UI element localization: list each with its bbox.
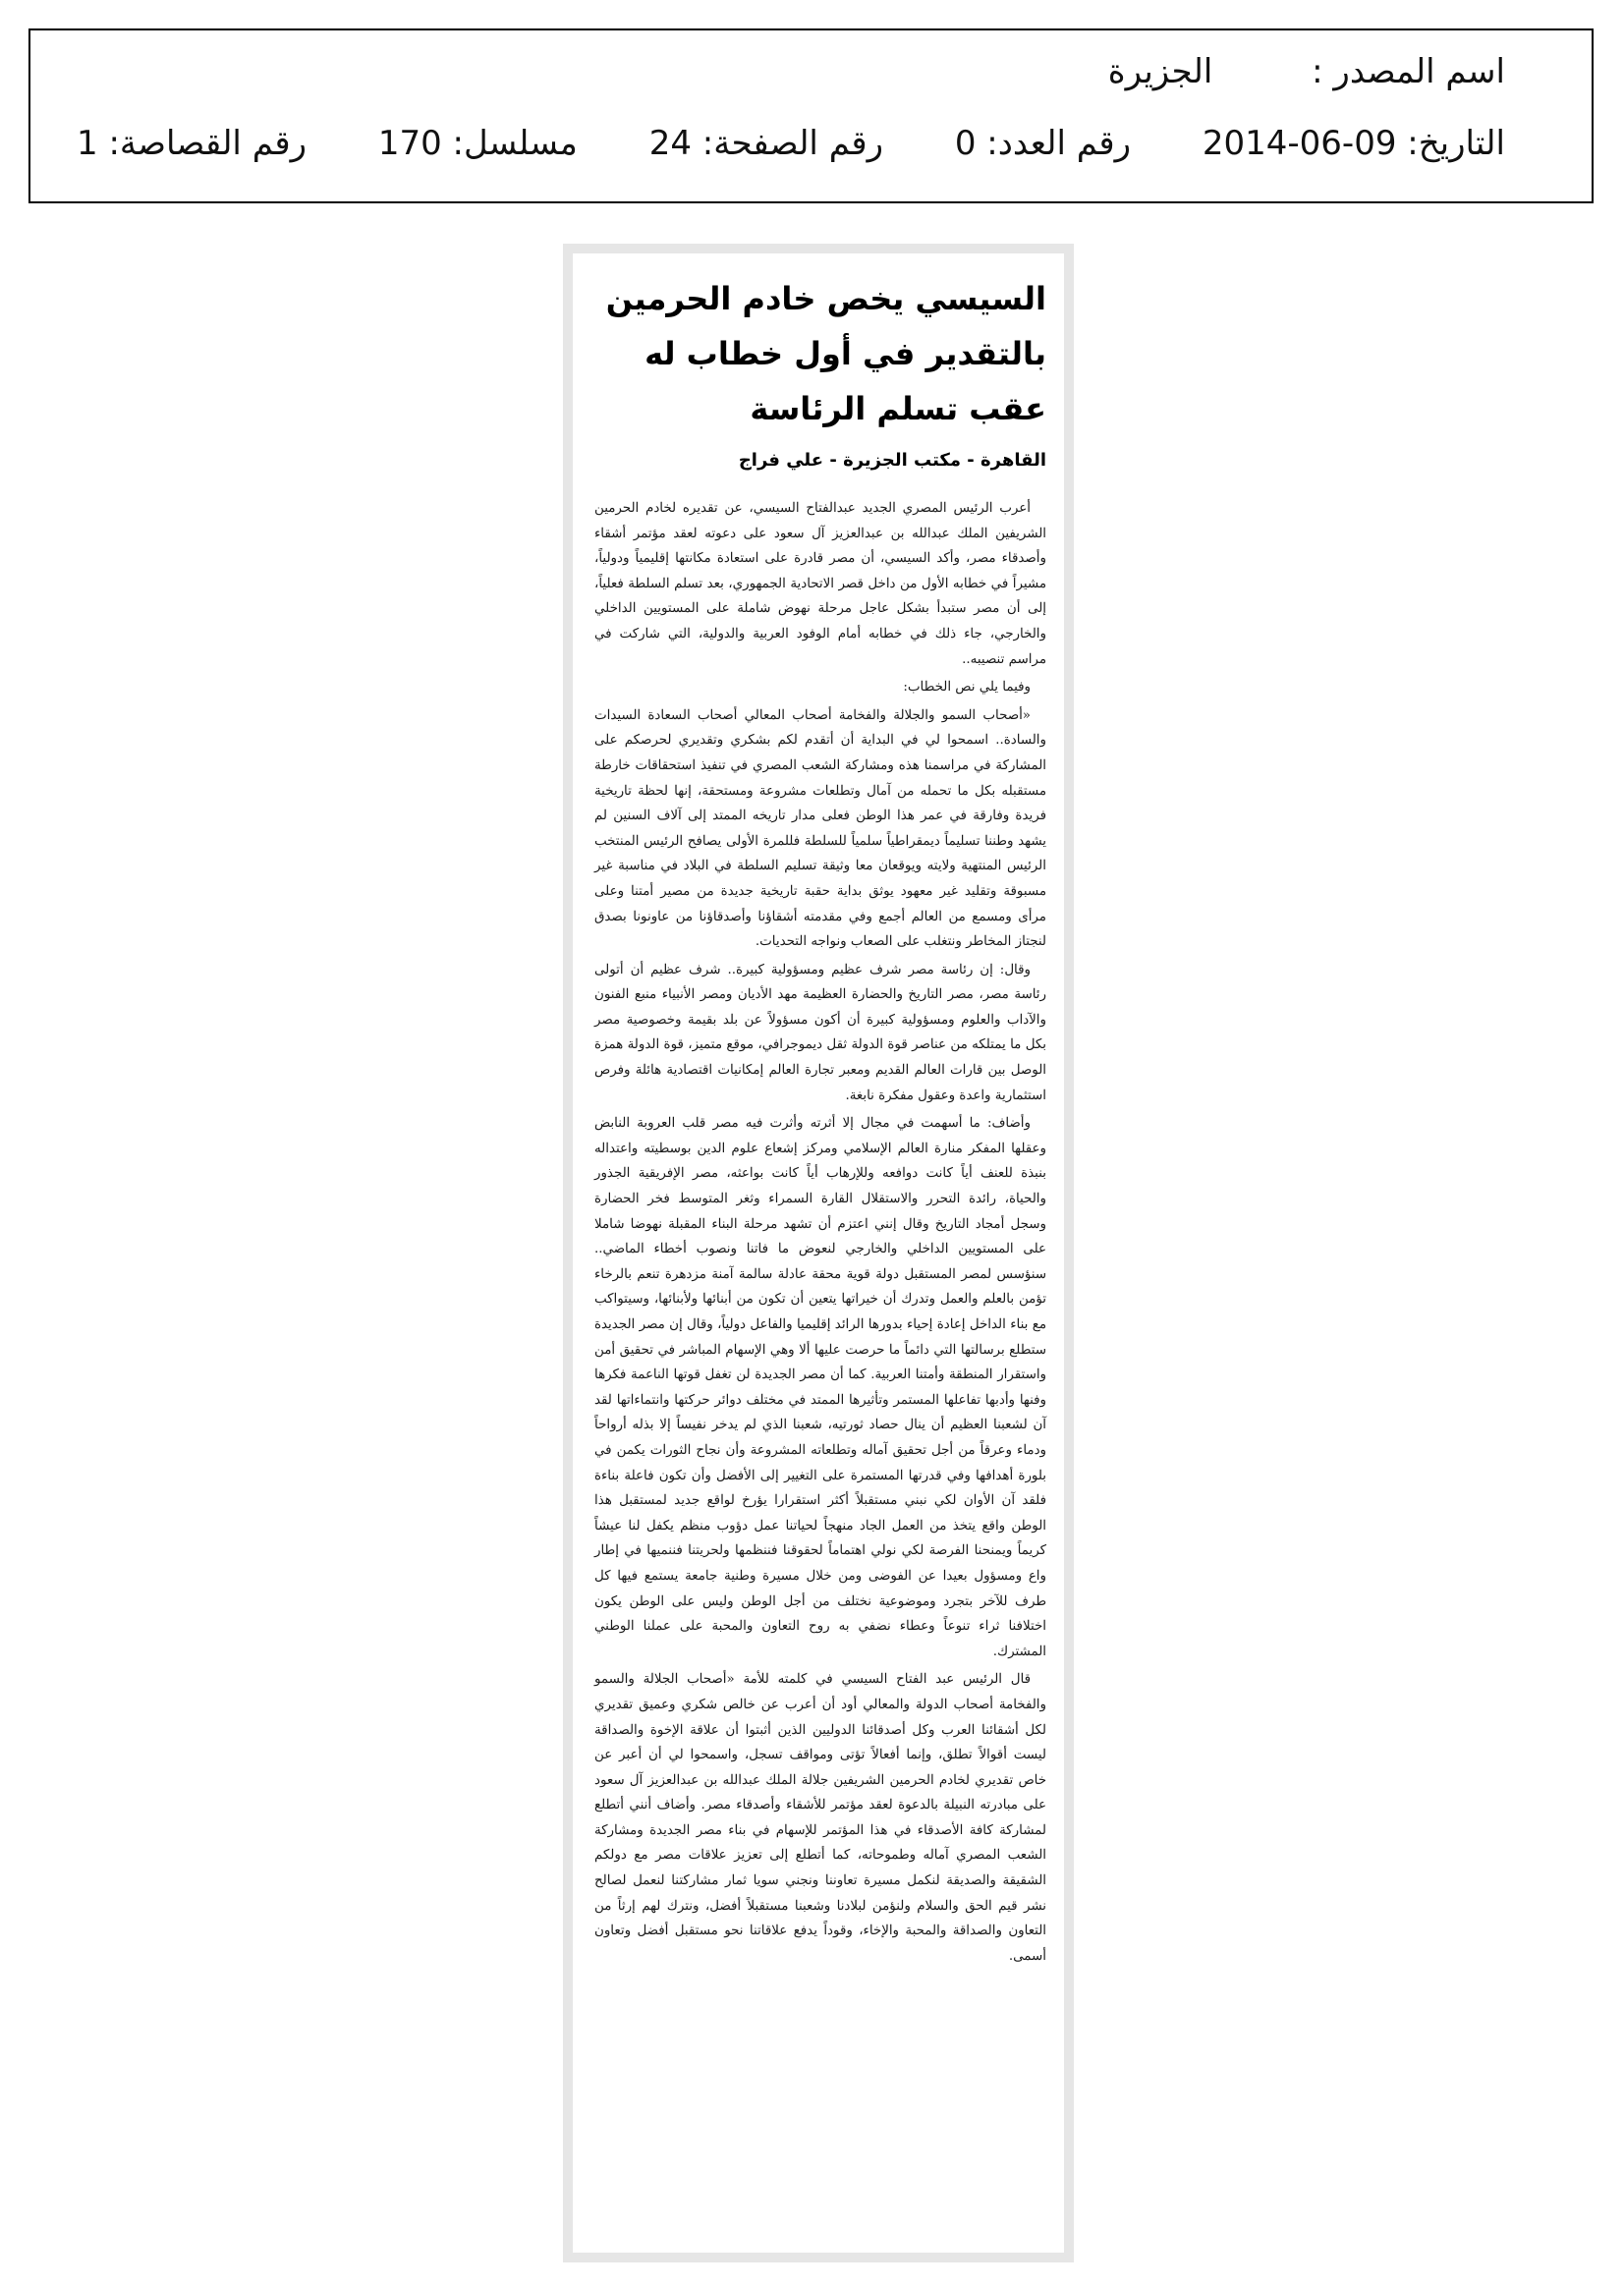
- newspaper-clipping: [563, 244, 1074, 2262]
- serial-number-field: مسلسل: 170: [377, 124, 578, 163]
- publication-details-row: [77, 124, 1505, 163]
- page-number-field: رقم الصفحة: 24: [648, 124, 883, 163]
- article-headline: السيسي يخص خادم الحرمين بالتقدير في أول خطاب له عقب تسلم الرئاسة: [605, 280, 1046, 427]
- article-paragraph: وفيما يلي نص الخطاب:: [903, 680, 1031, 696]
- source-info-box: [28, 28, 1594, 203]
- article-paragraph: قال الرئيس عبد الفتاح السيسي في كلمته للأمة «أصحاب الجلالة والسمو والفخامة أصحاب الدولة والمعالي أود أن أعرب عن خالص شكري وعميق تقديري لكل أشقائنا العرب وكل أصدقائنا الدوليين الذين أثبتوا أن علاقة الإخوة والصداقة ليست أقوالاً تطلق، وإنما أفعالاً تؤتى ومواقف تسجل، واسمحوا لي أن أعبر عن خاص تقديري لخادم الحرمين الشريفين جلالة الملك عبدالله بن عبدالعزيز آل سعود على مبادرته النبيلة بالدعوة لعقد مؤتمر للأشقاء وأصدقاء مصر. وأضاف أنني أتطلع لمشاركة كافة الأصدقاء في هذا المؤتمر للإسهام في بناء مصر الجديدة ومشاركة الشعب المصري آماله وطموحاته، كما أتطلع إلى تعزيز علاقات مصر مع دولكم الشقيقة والصديقة لنكمل مسيرة تعاوننا ونجني سويا ثمار مشاركتنا لنعمل لصالح نشر قيم الحق والسلام ولنؤمن لبلادنا وشعبنا مستقبلاً أفضل، ونترك لهم إرثاً من التعاون والصداقة والمحبة والإخاء، وقوداً يدفع علاقاتنا نحو مستقبل أفضل وتعاون أسمى.: [594, 1672, 1046, 1964]
- clip-number-field: رقم القصاصة: 1: [77, 124, 307, 163]
- source-row: [1108, 52, 1505, 91]
- article-body: [594, 496, 1046, 1969]
- issue-number-field: رقم العدد: 0: [954, 124, 1132, 163]
- article-paragraph: «أصحاب السمو والجلالة والفخامة أصحاب المعالي أصحاب السعادة السيدات والسادة.. اسمحوا لي في البداية أن أتقدم لكم بشكري وتقديري لحرصكم على المشاركة في مراسمنا هذه ومشاركة الشعب المصري في تنفيذ استحقاقات خارطة مستقبله بكل ما تحمله من آمال وتطلعات مشروعة ومستحقة، إنها لحظة تاريخية فريدة وفارقة في عمر هذا الوطن فعلى مدار تاريخه الممتد إلى آلاف السنين لم يشهد وطننا تسليماً ديمقراطياً سلمياً للسلطة فللمرة الأولى يصافح الرئيس المنتخب الرئيس المنتهية ولايته ويوقعان معا وثيقة تسليم السلطة في البلاد في مناسبة غير مسبوقة وتقليد غير معهود يوثق بداية حقبة تاريخية جديدة من مصير أمتنا وعلى مرأى ومسمع من العالم أجمع وفي مقدمته أشقاؤنا وأصدقاؤنا من عاونونا بصدق لنجتاز المخاطر ونتغلب على الصعاب ونواجه التحديات.: [594, 707, 1046, 950]
- article-paragraph: أعرب الرئيس المصري الجديد عبدالفتاح السيسي، عن تقديره لخادم الحرمين الشريفين الملك عبدالله بن عبدالعزيز آل سعود على دعوته لعقد مؤتمر أشقاء وأصدقاء مصر، وأكد السيسي، أن مصر قادرة على استعادة مكانتها إقليمياً ودولياً، مشيراً في خطابه الأول من داخل قصر الاتحادية الجمهوري، بعد تسلم السلطة فعلياً، إلى أن مصر ستبدأ بشكل عاجل مرحلة نهوض شاملة على المستويين الداخلي والخارجي، جاء ذلك في خطابه أمام الوفود العربية والدولية، التي شاركت في مراسم تنصيبه..: [594, 501, 1046, 667]
- article-paragraph: وأضاف: ما أسهمت في مجال إلا أثرته وأثرت فيه مصر قلب العروبة النابض وعقلها المفكر منارة العالم الإسلامي ومركز إشعاع علوم الدين بوسطيته واعتداله بنبذة للعنف أياً كانت دوافعه وللإرهاب أياً كانت بواعثه، مصر الإفريقية الجذور والحياة، رائدة التحرر والاستقلال القارة السمراء وثغر المتوسط فخر الحضارة وسجل أمجاد التاريخ وقال إنني اعتزم أن تشهد مرحلة البناء المقبلة نهوضا شاملا على المستويين الداخلي والخارجي لنعوض ما فاتنا ونصوب أخطاء الماضي.. سنؤسس لمصر المستقبل دولة قوية محقة عادلة سالمة آمنة مزدهرة تنعم بالرخاء تؤمن بالعلم والعمل وتدرك أن خيراتها يتعين أن تكون من أبنائها ولأبنائها، وسيتواكب مع بناء الداخل إعادة إحياء بدورها الرائد إقليميا والفاعل دولياً، وقال إن مصر الجديدة ستطلع برسالتها التي دائماً ما حرصت عليها ألا وهي الإسهام المباشر في تحقيق أمن واستقرار المنطقة وأمتنا العربية. كما أن مصر الجديدة لن تغفل قوتها الناعمة فكرها وفنها وأدبها تفاعلها المستمر وتأثيرها الممتد في مختلف دوائر حركتها وانتماءاتها لقد آن لشعبنا العظيم أن ينال حصاد ثورتيه، شعبنا الذي لم يدخر نفيساً إلا بذله أرواحاً ودماء وعرقاً من أجل تحقيق آماله وتطلعاته المشروعة وأن نجاح الثورات يكمن في بلورة أهدافها وفي قدرتها المستمرة على التغيير إلى الأفضل وأن تكون فاعلة بناءة فلقد آن الأوان لكي نبني مستقبلاً أكثر استقرارا يؤرخ لواقع جديد لمستقبل هذا الوطن واقع يتخذ من العمل الجاد منهجاً لحياتنا عمل دؤوب منظم يكفل لنا عيشاً كريماً ويمنحنا الفرصة لكي نولي اهتماماً لحقوقنا فننظمها ولحريتنا فننميها في إطار واع ومسؤول بعيدا عن الفوضى ومن خلال مسيرة وطنية جامعة يستمع فيها كل طرف للآخر بتجرد وموضوعية نختلف من أجل الوطن وليس على الوطن يكون اختلافنا ثراء تنوعاً وعطاء نضفي به روح التعاون والمحبة على عملنا الوطني المشترك.: [594, 1116, 1046, 1659]
- article-byline: القاهرة - مكتب الجزيرة - علي فراج: [738, 450, 1046, 471]
- article-paragraph: وقال: إن رئاسة مصر شرف عظيم ومسؤولية كبيرة.. شرف عظيم أن أتولى رئاسة مصر، مصر التاريخ والحضارة العظيمة مهد الأديان ومصر الأنبياء منبع الفنون والآداب والعلوم ومسؤولية كبيرة أن أكون مسؤولاً عن بلد بقيمة وخصوصية مصر بكل ما يمتلكه من عناصر قوة الدولة ثقل ديموجرافي، موقع متميز، قوة الدولة همزة الوصل بين قارات العالم القديم ومعبر تجارة العالم إمكانيات اقتصادية هائلة وفرص استثمارية واعدة وعقول مفكرة نابغة.: [594, 962, 1046, 1103]
- date-field: التاريخ: 09-06-2014: [1202, 124, 1505, 163]
- article: [573, 253, 1064, 2253]
- source-value: الجزيرة: [1107, 52, 1213, 91]
- source-label: اسم المصدر :: [1312, 52, 1505, 91]
